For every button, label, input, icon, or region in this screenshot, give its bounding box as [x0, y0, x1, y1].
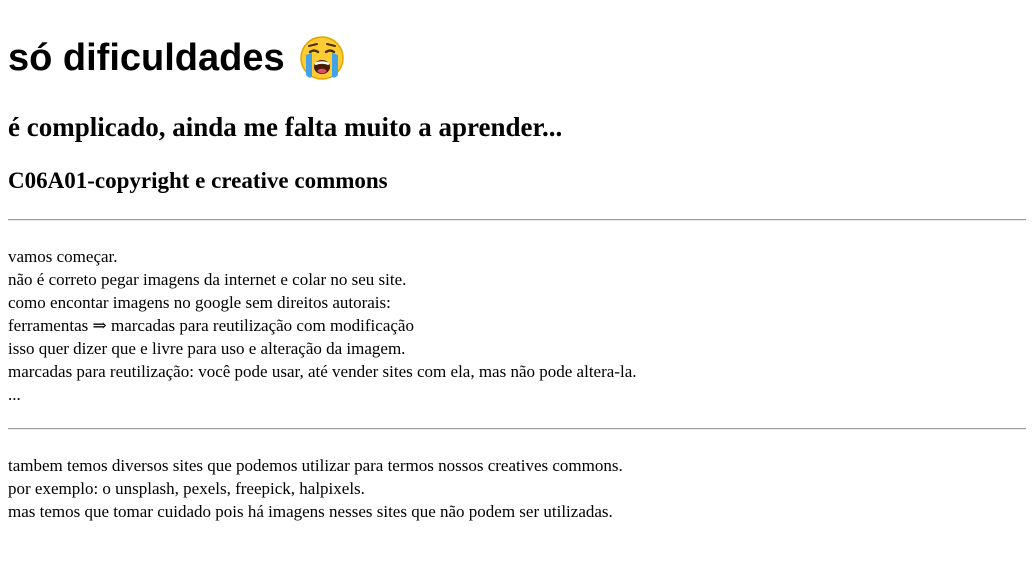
text-line: não é correto pegar imagens da internet e colar no seu site.: [8, 270, 407, 289]
paragraph-sites: [8, 454, 1026, 523]
text-line: isso quer dizer que e livre para uso e alteração da imagem.: [8, 339, 406, 358]
divider: [8, 428, 1026, 430]
divider: [8, 219, 1026, 221]
text-line: vamos começar.: [8, 247, 118, 266]
text-line: mas temos que tomar cuidado pois há imagens nesses sites que não podem ser utilizadas.: [8, 502, 613, 521]
page-title-text: só dificuldades: [8, 37, 285, 79]
page-subtitle: é complicado, ainda me falta muito a aprender...: [8, 112, 563, 142]
page-title: [8, 0, 1026, 81]
text-line: marcadas para reutilização: você pode usar, até vender sites com ela, mas não pode altera-la.: [8, 362, 637, 381]
section-title: C06A01-copyright e creative commons: [8, 168, 388, 193]
text-line: tambem temos diversos sites que podemos utilizar para termos nossos creatives commons.: [8, 456, 623, 475]
text-line: por exemplo: o unsplash, pexels, freepick, halpixels.: [8, 479, 365, 498]
loudly-crying-face-icon: [299, 35, 345, 81]
text-line: ferramentas ⇒ marcadas para reutilização com modificação: [8, 316, 414, 335]
paragraph-intro: [8, 245, 1026, 406]
text-line: como encontar imagens no google sem direitos autorais:: [8, 293, 391, 312]
text-line: ...: [8, 385, 21, 404]
